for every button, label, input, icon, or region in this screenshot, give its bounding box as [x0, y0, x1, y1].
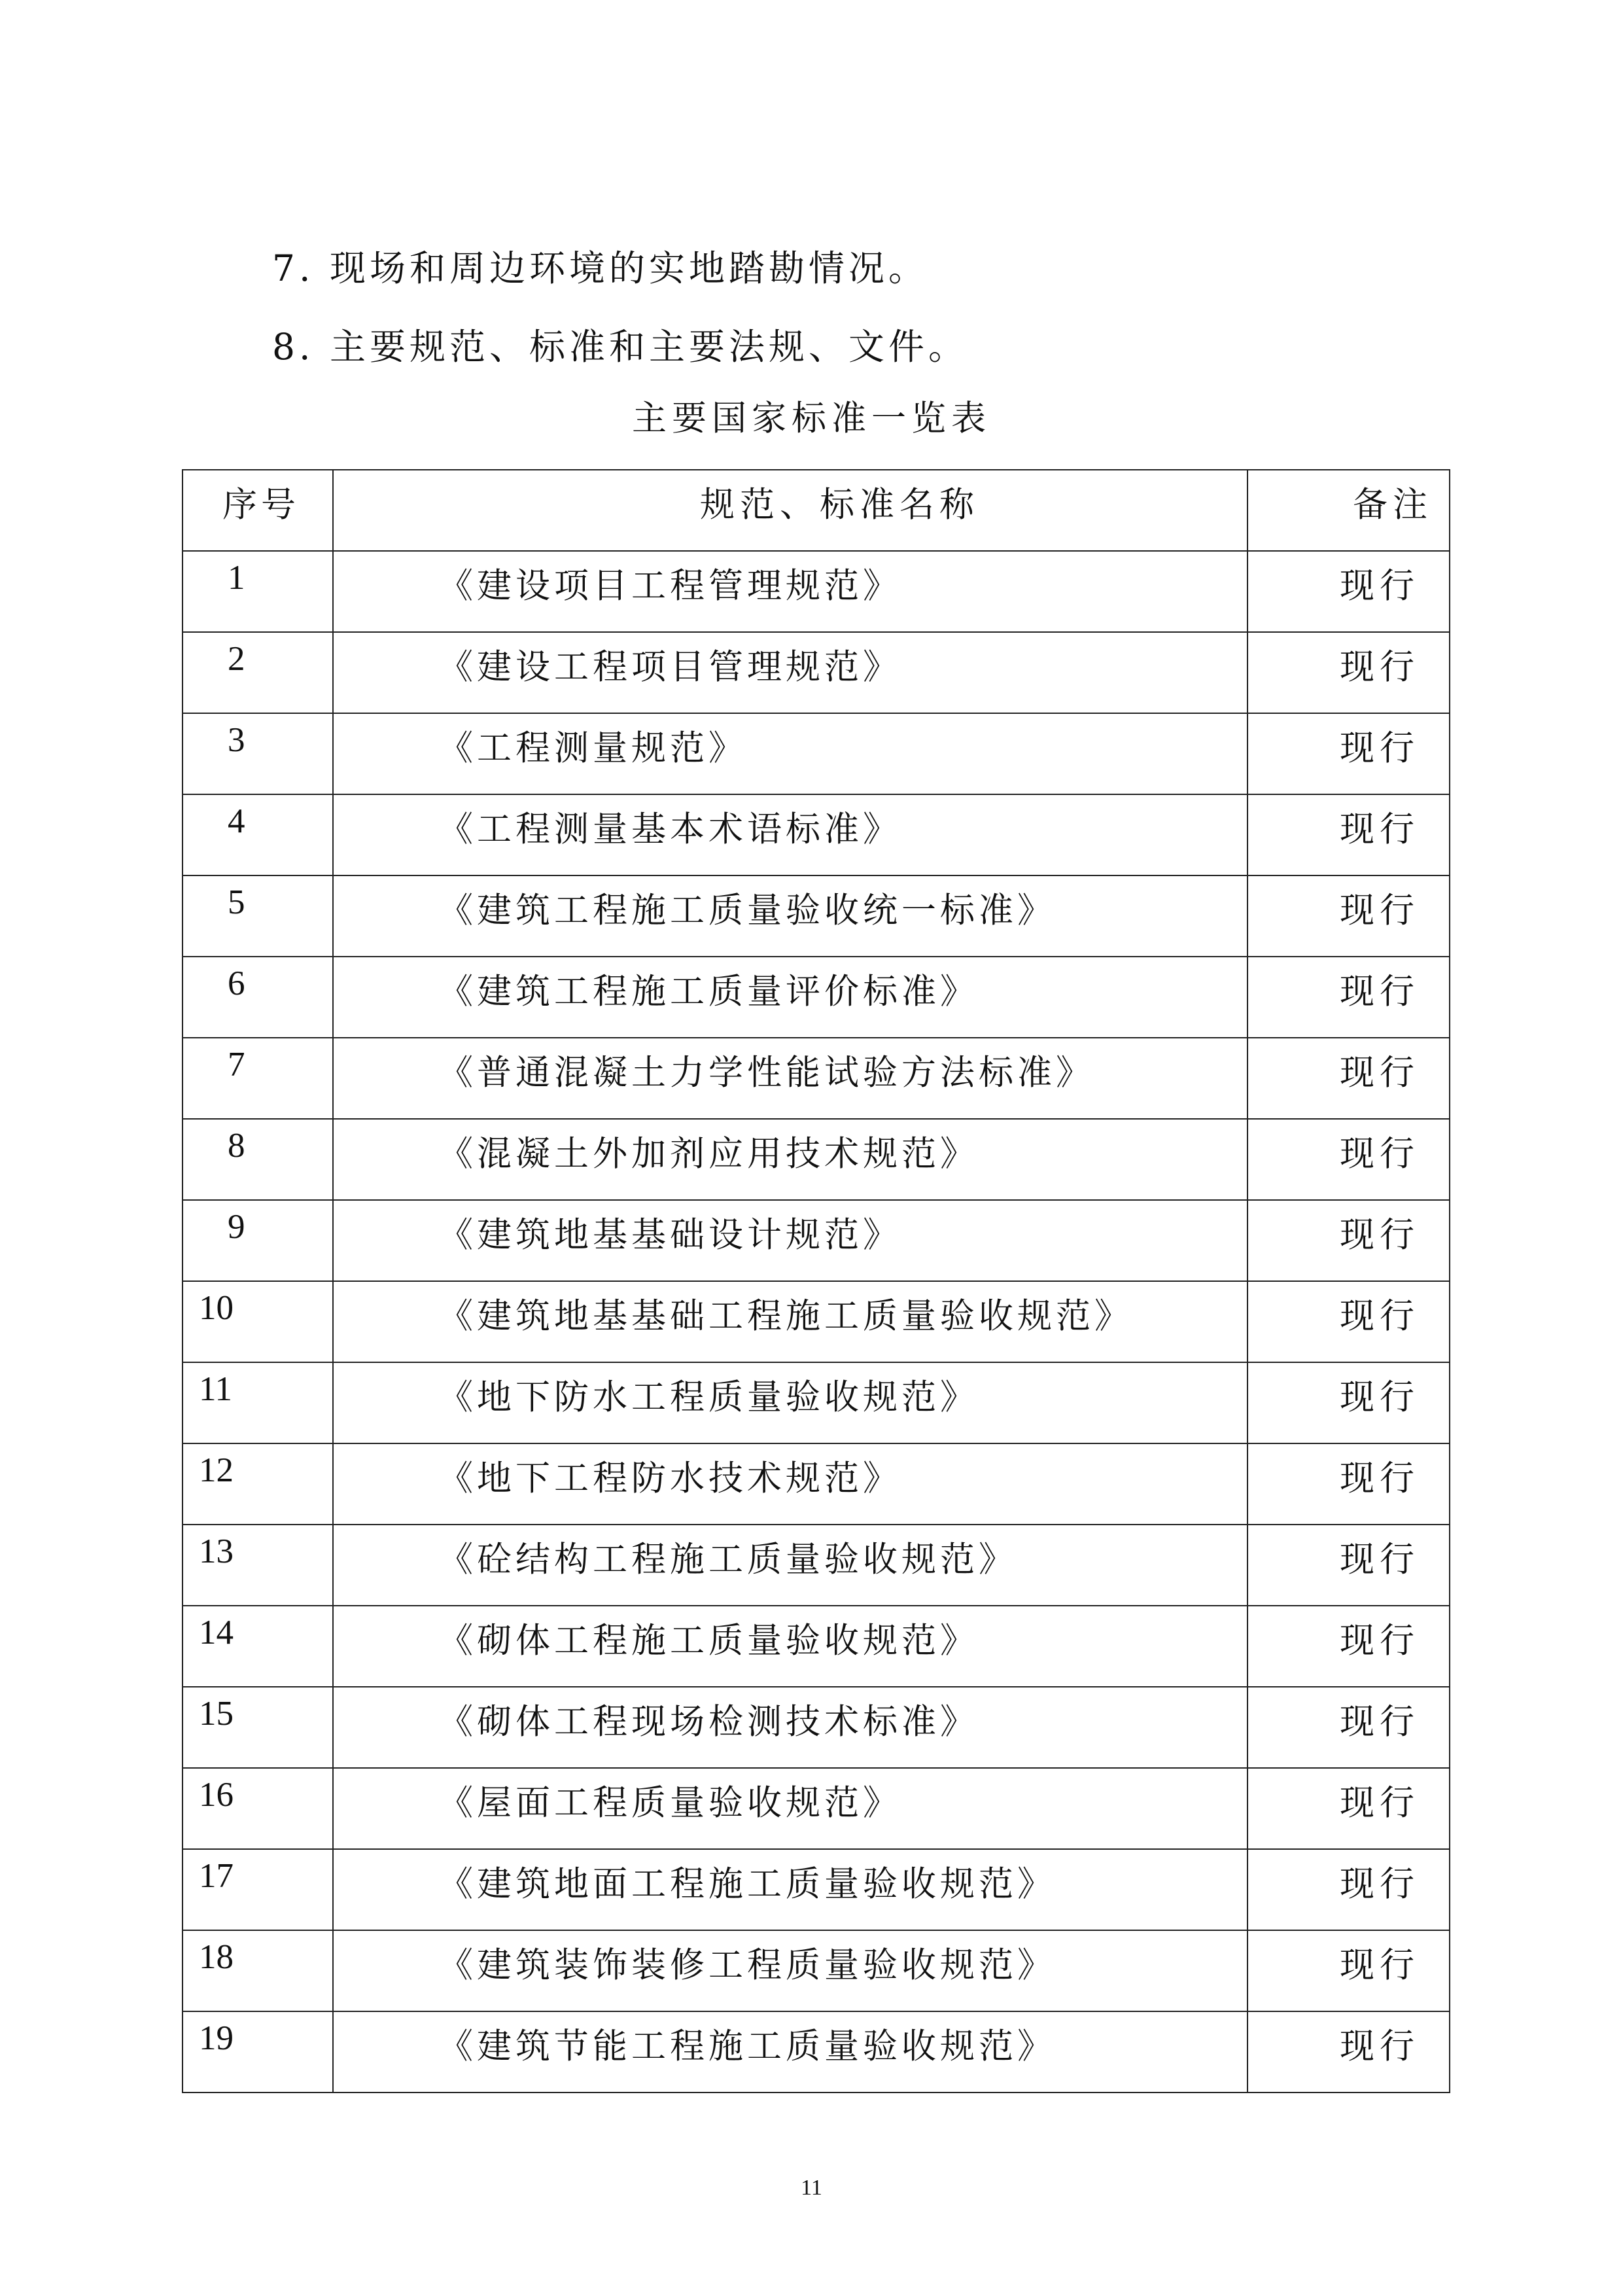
standards-table — [182, 469, 1450, 2093]
standard-name: 《砌体工程现场检测技术标准》 — [333, 1687, 1248, 1768]
row-number: 9 — [183, 1200, 333, 1281]
remark: 现行 — [1248, 1768, 1450, 1849]
table-row — [183, 1687, 1450, 1768]
standard-name: 《屋面工程质量验收规范》 — [333, 1768, 1248, 1849]
header-note: 备注 — [1248, 470, 1450, 551]
standard-name: 《建筑地面工程施工质量验收规范》 — [333, 1849, 1248, 1930]
remark: 现行 — [1248, 1443, 1450, 1525]
remark: 现行 — [1248, 1687, 1450, 1768]
standard-name: 《工程测量基本术语标准》 — [333, 794, 1248, 875]
table-row — [183, 2011, 1450, 2093]
remark: 现行 — [1248, 551, 1450, 632]
row-number: 5 — [183, 875, 333, 957]
standard-name: 《建设项目工程管理规范》 — [333, 551, 1248, 632]
table-row — [183, 1281, 1450, 1362]
table-row — [183, 1606, 1450, 1687]
standard-name: 《建设工程项目管理规范》 — [333, 632, 1248, 713]
table-row — [183, 794, 1450, 875]
remark: 现行 — [1248, 1525, 1450, 1606]
standard-name: 《砼结构工程施工质量验收规范》 — [333, 1525, 1248, 1606]
table-row — [183, 713, 1450, 794]
table-body — [183, 551, 1450, 2093]
table-row — [183, 957, 1450, 1038]
remark: 现行 — [1248, 794, 1450, 875]
row-number: 1 — [183, 551, 333, 632]
standard-name: 《混凝土外加剂应用技术规范》 — [333, 1119, 1248, 1200]
row-number: 7 — [183, 1038, 333, 1119]
table-title: 主要国家标准一览表 — [632, 398, 991, 438]
row-number: 10 — [183, 1281, 333, 1362]
table-row — [183, 632, 1450, 713]
header-name: 规范、标准名称 — [333, 470, 1248, 551]
standard-name: 《地下防水工程质量验收规范》 — [333, 1362, 1248, 1443]
row-number: 14 — [183, 1606, 333, 1687]
remark: 现行 — [1248, 1849, 1450, 1930]
standard-name: 《建筑工程施工质量评价标准》 — [333, 957, 1248, 1038]
remark: 现行 — [1248, 1930, 1450, 2011]
table-row — [183, 1525, 1450, 1606]
table-row — [183, 551, 1450, 632]
row-number: 13 — [183, 1525, 333, 1606]
row-number: 4 — [183, 794, 333, 875]
standard-name: 《建筑地基基础设计规范》 — [333, 1200, 1248, 1281]
table-row — [183, 1038, 1450, 1119]
standard-name: 《普通混凝土力学性能试验方法标准》 — [333, 1038, 1248, 1119]
remark: 现行 — [1248, 713, 1450, 794]
row-number: 17 — [183, 1849, 333, 1930]
remark: 现行 — [1248, 1606, 1450, 1687]
header-no: 序号 — [183, 470, 333, 551]
row-number: 2 — [183, 632, 333, 713]
page-number: 11 — [801, 2176, 822, 2200]
paragraph-item-8: 8. 主要规范、标准和主要法规、文件。 — [272, 326, 968, 368]
table-row — [183, 1768, 1450, 1849]
row-number: 3 — [183, 713, 333, 794]
paragraph-item-7: 7. 现场和周边环境的实地踏勘情况。 — [272, 247, 928, 289]
standard-name: 《建筑节能工程施工质量验收规范》 — [333, 2011, 1248, 2093]
standard-name: 《工程测量规范》 — [333, 713, 1248, 794]
row-number: 15 — [183, 1687, 333, 1768]
row-number: 8 — [183, 1119, 333, 1200]
remark: 现行 — [1248, 957, 1450, 1038]
row-number: 12 — [183, 1443, 333, 1525]
table-row — [183, 1119, 1450, 1200]
table-row — [183, 1443, 1450, 1525]
table-header-row — [183, 470, 1450, 551]
row-number: 6 — [183, 957, 333, 1038]
remark: 现行 — [1248, 875, 1450, 957]
table-row — [183, 875, 1450, 957]
standard-name: 《建筑装饰装修工程质量验收规范》 — [333, 1930, 1248, 2011]
table-row — [183, 1930, 1450, 2011]
table-row — [183, 1849, 1450, 1930]
remark: 现行 — [1248, 1362, 1450, 1443]
table-row — [183, 1200, 1450, 1281]
row-number: 11 — [183, 1362, 333, 1443]
row-number: 16 — [183, 1768, 333, 1849]
remark: 现行 — [1248, 632, 1450, 713]
standard-name: 《建筑地基基础工程施工质量验收规范》 — [333, 1281, 1248, 1362]
standard-name: 《地下工程防水技术规范》 — [333, 1443, 1248, 1525]
remark: 现行 — [1248, 2011, 1450, 2093]
remark: 现行 — [1248, 1119, 1450, 1200]
remark: 现行 — [1248, 1038, 1450, 1119]
remark: 现行 — [1248, 1200, 1450, 1281]
row-number: 19 — [183, 2011, 333, 2093]
row-number: 18 — [183, 1930, 333, 2011]
standard-name: 《建筑工程施工质量验收统一标准》 — [333, 875, 1248, 957]
standard-name: 《砌体工程施工质量验收规范》 — [333, 1606, 1248, 1687]
remark: 现行 — [1248, 1281, 1450, 1362]
table-row — [183, 1362, 1450, 1443]
